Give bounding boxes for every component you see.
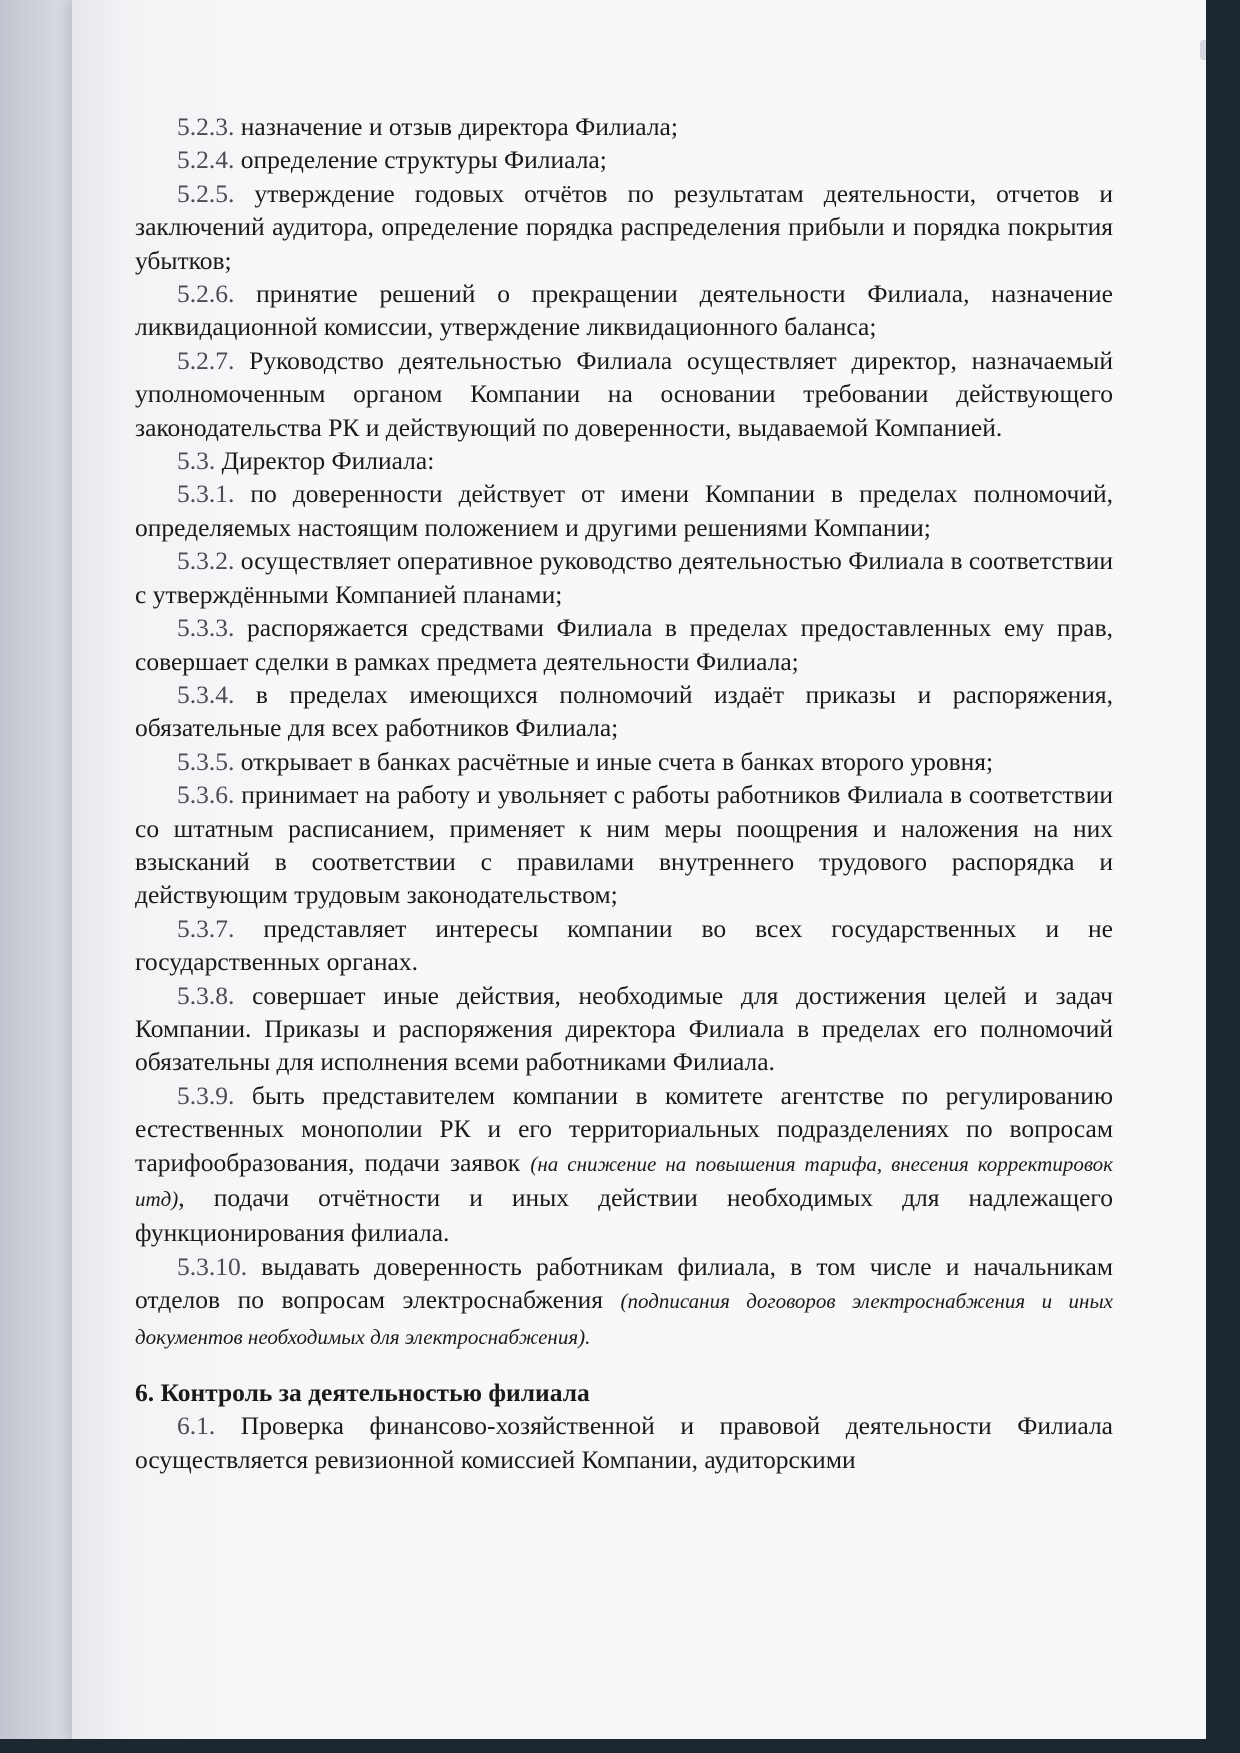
clause-5-3-6: [135, 778, 1113, 912]
clause-5-3-3: [135, 611, 1113, 678]
clause-number: 5.3.3.: [177, 613, 235, 643]
clause-5-3-7: [135, 912, 1113, 979]
clause-text: по доверенности действует от имени Компании в пределах полномочий, определяемых настоящим положением и другими решениями Компании;: [135, 479, 1113, 542]
clause-number: 5.3.6.: [177, 780, 235, 810]
clause-number: 5.3.1.: [177, 479, 235, 509]
clause-5-3-10: [135, 1250, 1113, 1354]
clause-5-3-1: [135, 477, 1113, 544]
clause-number: 6.1.: [177, 1411, 216, 1441]
clause-number: 5.2.4.: [177, 145, 235, 175]
clause-text: осуществляет оперативное руководство деятельностью Филиала в соответствии с утверждёнными Компанией планами;: [135, 546, 1113, 609]
clause-text: принимает на работу и увольняет с работы работников Филиала в соответствии со штатным расписанием, применяет к ним меры поощрения и наложения на них взысканий в соответствии с правилами внутреннего трудового распорядка и действующим трудовым законодательством;: [135, 780, 1113, 910]
scanner-edge-bottom: [0, 1739, 1240, 1753]
clause-6-1: [135, 1409, 1113, 1476]
scanner-edge-right: [1206, 0, 1240, 1753]
clause-5-3: [135, 444, 1113, 477]
clause-text: Проверка финансово-хозяйственной и правовой деятельности Филиала осуществляется ревизионной комиссией Компании, аудиторскими: [135, 1411, 1113, 1474]
clause-number: 5.3.2.: [177, 546, 235, 576]
clause-number: 5.2.5.: [177, 178, 235, 208]
clause-5-2-6: [135, 277, 1113, 344]
clause-text: Директор Филиала:: [215, 446, 435, 476]
clause-5-3-9: [135, 1079, 1113, 1250]
clause-number: 5.3.5.: [177, 746, 235, 776]
clause-text: быть представителем компании в комитете агентстве по регулированию естественных монополии РК и его территориальных подразделениях по вопросам тарифообразования, подачи заявок: [135, 1080, 1113, 1177]
clause-italic-note: (на снижение на повышения тарифа, внесения корректировок итд): [135, 1151, 1114, 1211]
clause-5-2-4: [135, 143, 1113, 176]
clause-number: 5.2.3.: [177, 112, 235, 141]
clause-text: назначение и отзыв директора Филиала;: [234, 112, 678, 141]
clause-italic-note: (подписания договоров электроснабжения и иных документов необходимых для электроснабжения).: [135, 1289, 1113, 1349]
clause-text: принятие решений о прекращении деятельности Филиала, назначение ликвидационной комиссии, утверждение ликвидационного баланса;: [135, 279, 1113, 342]
clause-text: определение структуры Филиала;: [234, 145, 607, 175]
clause-text-continued: , подачи отчётности и иных действии необходимых для надлежащего функционирования филиала.: [135, 1183, 1113, 1248]
clause-5-3-5: [135, 745, 1113, 778]
clause-text: выдавать доверенность работникам филиала, в том числе и начальникам отделов по вопросам электроснабжения: [135, 1251, 1113, 1315]
clause-text: открывает в банках расчётные и иные счета в банках второго уровня;: [234, 746, 994, 776]
clause-5-3-2: [135, 544, 1113, 611]
clause-text: представляет интересы компании во всех государственных и не государственных органах.: [135, 913, 1113, 977]
clause-number: 5.3.4.: [177, 679, 235, 709]
clause-5-3-4: [135, 678, 1113, 745]
clause-text: совершает иные действия, необходимые для достижения целей и задач Компании. Приказы и распоряжения директора Филиала в пределах его полномочий обязательны для исполнения всеми работниками Филиала.: [135, 980, 1113, 1077]
clause-text: Руководство деятельностью Филиала осуществляет директор, назначаемый уполномоченным органом Компании на основании требовании действующего законодательства РК и действующий по доверенности, выдаваемой Компанией.: [135, 345, 1113, 442]
clause-number: 5.3.10.: [177, 1251, 248, 1281]
clause-5-2-3: [135, 110, 1113, 143]
clause-number: 5.3.7.: [177, 913, 235, 943]
clause-text: распоряжается средствами Филиала в пределах предоставленных ему прав, совершает сделки в рамках предмета деятельности Филиала;: [135, 613, 1113, 676]
clause-text: утверждение годовых отчётов по результатам деятельности, отчетов и заключений аудитора, определение порядка распределения прибыли и порядка покрытия убытков;: [135, 178, 1113, 275]
clause-text: в пределах имеющихся полномочий издаёт приказы и распоряжения, обязательные для всех работников Филиала;: [135, 679, 1113, 743]
clause-number: 5.3.: [177, 446, 216, 476]
document-body: [135, 110, 1113, 1476]
section-heading: 6. Контроль за деятельностью филиала: [135, 1378, 590, 1408]
clause-number: 5.3.8.: [177, 980, 235, 1010]
clause-number: 5.2.6.: [177, 279, 235, 309]
clause-number: 5.3.9.: [177, 1080, 235, 1110]
clause-5-3-8: [135, 979, 1113, 1079]
clause-5-2-5: [135, 177, 1113, 277]
clause-number: 5.2.7.: [177, 345, 235, 375]
clause-5-2-7: [135, 344, 1113, 444]
